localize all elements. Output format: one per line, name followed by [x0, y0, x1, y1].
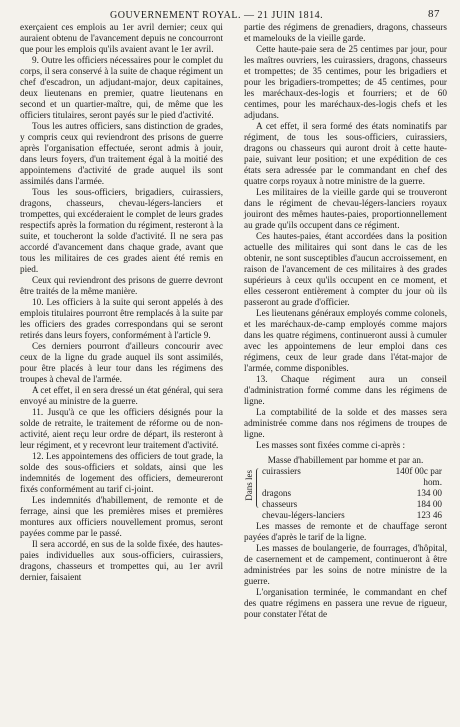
paragraph: A cet effet, il en sera dressé un état général, qui sera envoyé au ministre de la guerre.	[20, 385, 223, 406]
row-name: chasseurs	[262, 499, 298, 509]
paragraph: Cette haute-paie sera de 25 centimes par jour, pour les maîtres ouvriers, les cuirassiers, dragons, chasseurs et trompettes; de 35 centimes, pour les brigadiers et pour les brigadiers-trompettes; de 45 centimes, pour les maréchaux-des-logis et fourriers; et de 60 centimes, pour les maréchaux-des-logis chefs et les adjudans.	[244, 44, 447, 120]
paragraph: Il sera accordé, en sus de la solde fixée, des hautes-paies individuelles aux sous-officiers, cuirassiers, dragons, chasseurs et trompettes qui, au 1er avril dernier, faisaient	[20, 539, 223, 582]
paragraph: 11. Jusqu'à ce que les officiers désignés pour la solde de retraite, le traitement de réforme ou de non-activité, aient reçu leur ordre de départ, ils resteront à leur régiment, et y recevront leur traitement d'activité.	[20, 407, 223, 450]
header-title: GOUVERNEMENT ROYAL. — 21 JUIN 1814.	[110, 10, 324, 21]
table-heading: Masse d'habillement par homme et par an.	[267, 455, 424, 465]
left-column	[20, 22, 223, 583]
masses-table	[244, 455, 447, 521]
paragraph: Les indemnités d'habillement, de remonte et de ferrage, ainsi que les premières mises et premières montures aux officiers nouvellement promus, seront payées comme par le passé.	[20, 495, 223, 538]
brace	[256, 468, 263, 508]
row-value: 184 00	[416, 499, 442, 509]
paragraph: partie des régimens de grenadiers, dragons, chasseurs et mamelouks de la vieille garde.	[244, 22, 447, 43]
paragraph: exerçaient ces emplois au 1er avril dernier; ceux qui auraient obtenu de l'avancement depuis ne concourront que pour les emplois qu'ils avaient avant le 1er avril.	[20, 22, 223, 54]
paragraph: Les masses sont fixées comme ci-après :	[256, 440, 405, 450]
paragraph: Tous les autres officiers, sans distinction de grades, y compris ceux qui reviendront des prisons de guerre après l'organisation effectuée, seront admis à jouir, dans leurs foyers, d'un traitement égal à la moitié des appointemens d'activité de grade auquel ils sont assimilés dans l'armée.	[20, 121, 223, 186]
paragraph: La comptabilité de la solde et des masses sera administrée comme dans nos régimens de troupes de ligne.	[244, 407, 447, 439]
table-row	[262, 499, 447, 510]
paragraph: Tous les sous-officiers, brigadiers, cuirassiers, dragons, chasseurs, chevau-légers-lanciers et trompettes, qui excéderaient le complet de leurs grades respectifs après la formation du régiment, resteront à la suite, et toucheront la solde d'activité. Il ne sera pas accordé d'avancement dans chaque grade, avant que tous les militaires de ces grades aient été remis en pied.	[20, 187, 223, 274]
table-row	[262, 466, 447, 488]
paragraph: Les masses de boulangerie, de fourrages, d'hôpital, de casernement et de campement, continueront à être administrées par les soins de notre ministre de la guerre.	[244, 543, 447, 586]
paragraph: Ces derniers pourront d'ailleurs concourir avec ceux de la ligne du grade auquel ils sont assimilés, pour être placés à leur tour dans les régimens des troupes à cheval de l'armée.	[20, 341, 223, 384]
paragraph: A cet effet, il sera formé des états nominatifs par régiment, de tous les sous-officiers, cuirassiers, dragons ou chasseurs qui auront droit à cette haute-paie, suivant leur position; et une expédition de ces états sera adressée par le commandant en chef des quatre corps royaux à notre ministre de la guerre.	[244, 121, 447, 186]
paragraph: Les masses de remonte et de chauffage seront payées d'après le tarif de la ligne.	[244, 521, 447, 542]
right-column	[244, 22, 447, 620]
paragraph: 10. Les officiers à la suite qui seront appelés à des emplois titulaires pourront être remplacés à la suite par les officiers des grades correspondans qui se seront retirés dans leurs foyers, conformément à l'article 9.	[20, 297, 223, 340]
paragraph: Les militaires de la vieille garde qui se trouveront dans le régiment de chevau-légers-lanciers royaux jouiront des mêmes hautes-paies, proportionnellement au grade qu'ils occupent dans ce régiment.	[244, 187, 447, 230]
page-number: 87	[428, 8, 440, 20]
paragraph: 9. Outre les officiers nécessaires pour le complet du corps, il sera conservé à la suite de chaque régiment un chef d'escadron, un adjudant-major, deux capitaines, deux lieutenans en premier, quatre lieutenans en second et un quartier-maître, qui, de même que les officiers titulaires, seront payés sur le pied d'activité.	[20, 55, 223, 120]
paragraph: 12. Les appointemens des officiers de tout grade, la solde des sous-officiers et soldats, ainsi que les indemnités de logement des officiers, demeureront fixés conformément au tarif ci-joint.	[20, 451, 223, 494]
row-value: 140f 00c par hom.	[395, 466, 442, 487]
table-side-label: Dans les	[244, 470, 254, 501]
row-name: dragons	[262, 488, 292, 498]
paragraph: Ceux qui reviendront des prisons de guerre devront être traités de la même manière.	[20, 275, 223, 296]
row-value: 134 00	[416, 488, 442, 498]
paragraph: L'organisation terminée, le commandant en chef des quatre régimens en passera une revue de rigueur, pour constater l'état de	[244, 587, 447, 619]
table-body	[244, 466, 447, 521]
row-name: cuirassiers	[262, 466, 301, 476]
paragraph: Les lieutenans généraux employés comme colonels, et les maréchaux-de-camp employés comme majors dans les quatre régimens, continueront aussi à cumuler avec les appointemens de leur emploi dans ces régimens, ceux de leur grade dans l'état-major de l'armée, comme disponibles.	[244, 308, 447, 373]
table-row	[262, 510, 447, 521]
row-value: 123 46	[416, 510, 442, 520]
table-row	[262, 488, 447, 499]
row-name: chevau-légers-lanciers	[262, 510, 345, 520]
paragraph: 13. Chaque régiment aura un conseil d'administration formé comme dans les régimens de ligne.	[244, 374, 447, 406]
paragraph: Ces hautes-paies, étant accordées dans la position actuelle des militaires qui sont dans le cas de les obtenir, ne sont susceptibles d'aucun accroissement, en raison de l'avancement de ces militaires à des grades supérieurs à ceux qu'ils occupent en ce moment, et elles cesseront entièrement à compter du jour où ils passeront au grade d'officier.	[244, 231, 447, 307]
